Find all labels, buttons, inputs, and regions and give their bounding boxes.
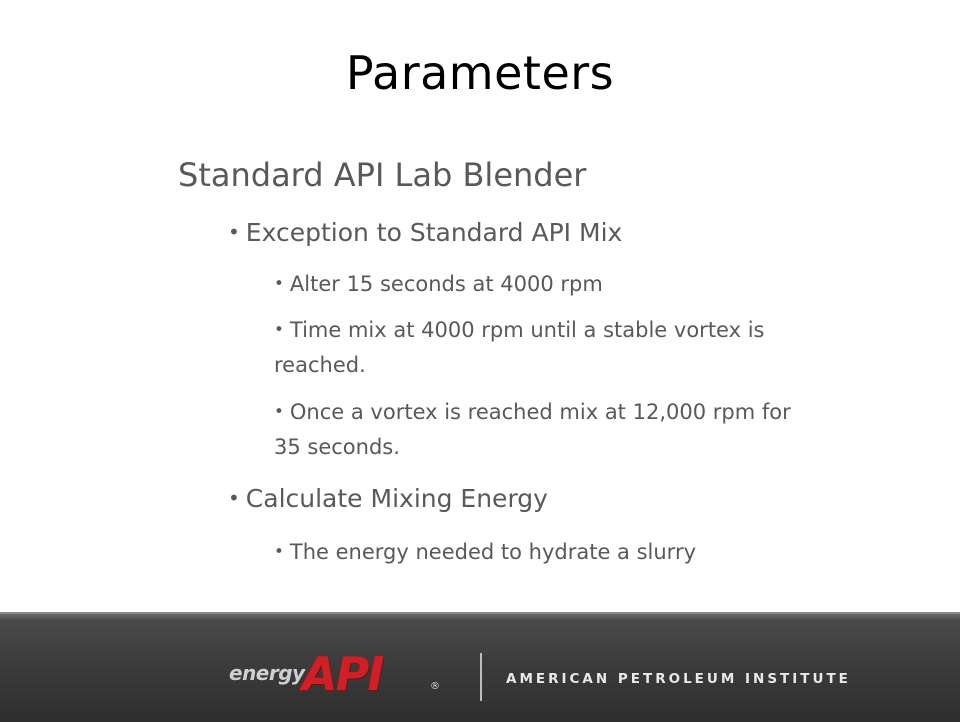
bullet-dot-icon: •: [274, 541, 284, 561]
slide-title: Parameters: [345, 46, 615, 100]
logo-api-text: API: [302, 647, 383, 701]
logo-divider: [480, 653, 482, 701]
organization-name: AMERICAN PETROLEUM INSTITUTE: [506, 671, 851, 687]
bullet-dot-icon: •: [274, 319, 284, 339]
bullet-dot-icon: •: [274, 273, 284, 293]
bullet-item: [228, 218, 622, 247]
bullet-label: Exception to Standard API Mix: [245, 218, 623, 247]
registered-mark: ®: [430, 681, 440, 692]
sub-bullet-text: Once a vortex is reached mix at 12,000 rpm for 35 seconds.: [274, 400, 791, 459]
sub-bullet-text: Alter 15 seconds at 4000 rpm: [289, 272, 603, 296]
sub-bullet-text: The energy needed to hydrate a slurry: [289, 540, 697, 564]
sub-bullet-item: [274, 267, 794, 302]
footer-bar: [0, 612, 960, 722]
sub-bullet-item: [274, 313, 794, 382]
slide-heading: Standard API Lab Blender: [178, 156, 587, 194]
logo-energy-text: energy: [229, 661, 305, 685]
api-logo: [222, 647, 872, 701]
bullet-item: [228, 484, 548, 513]
bullet-label: Calculate Mixing Energy: [245, 484, 548, 513]
bullet-dot-icon: •: [274, 401, 284, 421]
sub-bullet-text: Time mix at 4000 rpm until a stable vortex is reached.: [274, 318, 765, 377]
bullet-dot-icon: •: [228, 486, 240, 510]
sub-bullet-item: [274, 535, 794, 570]
bullet-dot-icon: •: [228, 220, 240, 244]
sub-bullet-item: [274, 395, 794, 464]
